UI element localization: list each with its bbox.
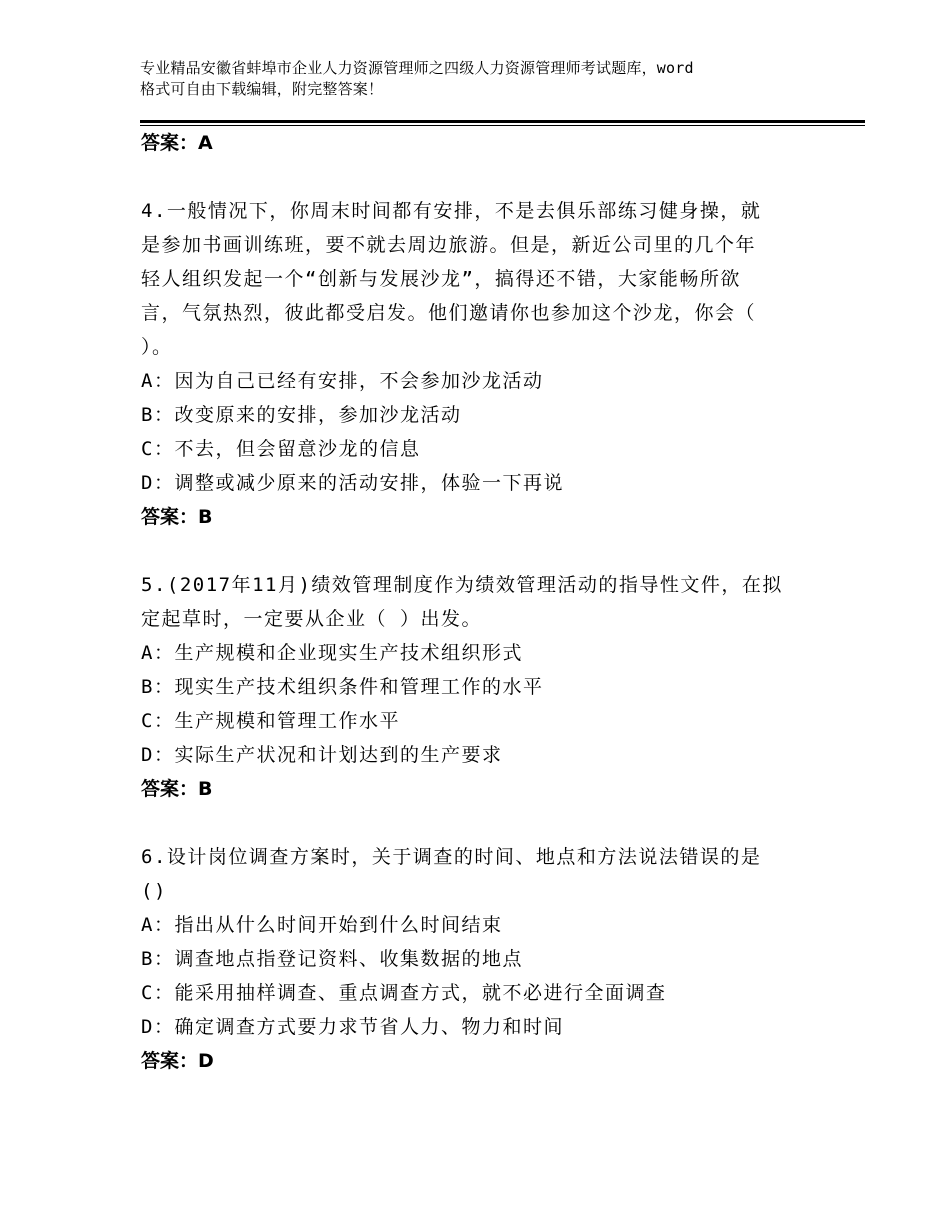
question-stem-line: 4.一般情况下，你周末时间都有安排，不是去俱乐部练习健身操，就 [141,200,762,222]
header-rule-thick [140,120,865,123]
question-6 [141,840,841,1078]
option-d: D：确定调查方式要力求节省人力、物力和时间 [141,1016,564,1038]
answer-label: 答案：D [141,1050,214,1072]
option-b: B：现实生产技术组织条件和管理工作的水平 [141,676,544,698]
option-d: D：调整或减少原来的活动安排，体验一下再说 [141,472,564,494]
option-b: B：改变原来的安排，参加沙龙活动 [141,404,462,426]
question-5 [141,568,841,806]
question-list [141,126,841,1078]
question-stem-line: 轻人组织发起一个“创新与发展沙龙”，搞得还不错，大家能畅所欲 [141,268,741,290]
header-line-2: 格式可自由下载编辑，附完整答案！ [140,80,384,98]
option-d: D：实际生产状况和计划达到的生产要求 [141,744,503,766]
option-c: C：生产规模和管理工作水平 [141,710,400,732]
answer-previous-question: 答案：A [141,132,213,154]
question-stem-line: 5.(2017年11月)绩效管理制度作为绩效管理活动的指导性文件，在拟 [141,574,783,596]
answer-label: 答案：B [141,778,213,800]
option-c: C：不去，但会留意沙龙的信息 [141,438,421,460]
option-a: A：生产规模和企业现实生产技术组织形式 [141,642,523,664]
question-stem-line: ）。 [141,336,173,358]
question-stem-line: 是参加书画训练班，要不就去周边旅游。但是，新近公司里的几个年 [141,234,757,256]
question-stem-line: 6.设计岗位调查方案时，关于调查的时间、地点和方法说法错误的是 [141,846,762,868]
answer-label: 答案：B [141,506,213,528]
question-stem-line: 言，气氛热烈，彼此都受启发。他们邀请你也参加这个沙龙，你会（ [141,302,757,324]
question-stem-line: 定起草时，一定要从企业（ ）出发。 [141,608,482,630]
question-4 [141,194,841,534]
option-a: A：指出从什么时间开始到什么时间结束 [141,914,503,936]
header-line-1: 专业精品安徽省蚌埠市企业人力资源管理师之四级人力资源管理师考试题库，word [140,59,694,77]
option-c: C：能采用抽样调查、重点调查方式，就不必进行全面调查 [141,982,667,1004]
question-stem-line: () [141,880,167,902]
option-b: B：调查地点指登记资料、收集数据的地点 [141,948,523,970]
option-a: A：因为自己已经有安排，不会参加沙龙活动 [141,370,544,392]
document-header [140,58,830,100]
